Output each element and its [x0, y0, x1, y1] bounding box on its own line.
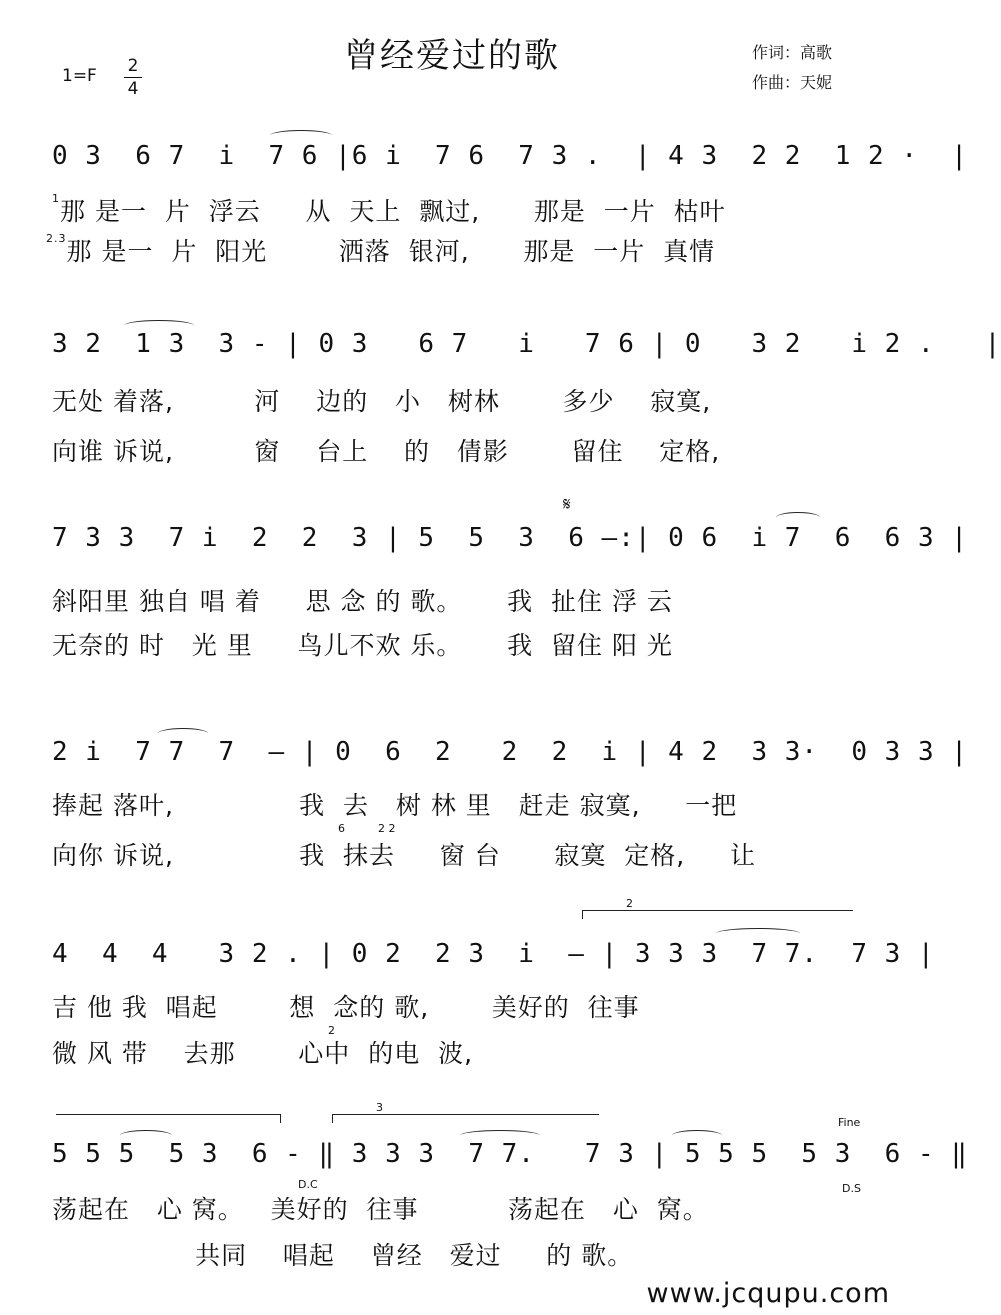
- lyric-row-1b: [46, 232, 876, 268]
- song-title: 曾经爱过的歌: [344, 36, 560, 76]
- lyric-text: 那 是一 片 浮云 从 天上 飘过, 那是 一片 枯叶: [60, 197, 726, 226]
- lyric-row-5a: 吉 他 我 唱起 想 念的 歌, 美好的 往事: [52, 993, 640, 1022]
- meter-bar: [124, 77, 142, 78]
- lyric-row-4b: 向你 诉说, 我 抹去 窗 台 寂寞 定格, 让: [52, 841, 756, 870]
- meter-top: 2: [127, 56, 139, 76]
- notation-row-2: 3 2 1 3 3 - | 0 3 6 7 i 7 6 | 0 3 2 i 2 . |: [52, 329, 1001, 359]
- time-signature: [124, 56, 142, 99]
- composer-credit: 作曲：天妮: [752, 73, 833, 92]
- lyric-row-5b: 微 风 带 去那 心中 的电 波,: [52, 1039, 474, 1068]
- ds-mark: D.S: [842, 1182, 861, 1195]
- grace-note-22: 2 2: [378, 822, 396, 835]
- lyric-row-6b: 共同 唱起 曾经 爱过 的 歌。: [52, 1241, 634, 1270]
- lyric-row-1a: [52, 192, 882, 228]
- verse-1-marker: 1: [52, 192, 60, 205]
- notation-row-3: 7 3 3 7 i 2 2 3 | 5 5 3 6 —:| 0 6 i 7 6 6 3 |: [52, 523, 968, 553]
- site-watermark: www.jcqupu.com: [646, 1278, 890, 1309]
- dc-mark: D.C: [298, 1178, 318, 1191]
- notation-row-4: 2 i 7 7 7 — | 0 6 2 2 2 i | 4 2 3 3· 0 3 3 |: [52, 737, 968, 767]
- fine-mark: Fine: [838, 1116, 861, 1129]
- lyric-row-2b: 向谁 诉说, 窗 台上 的 倩影 留住 定格,: [52, 437, 721, 466]
- key-signature: 1=F: [62, 66, 97, 86]
- verse-23-marker: 2.3: [46, 232, 67, 245]
- grace-note-2: 2: [328, 1024, 335, 1037]
- lyric-row-4a: 捧起 落叶, 我 去 树 林 里 赶走 寂寞, 一把: [52, 791, 738, 820]
- lyric-row-6a: 荡起在 心 窝。 美好的 往事 荡起在 心 窝。: [52, 1195, 709, 1224]
- grace-note-6: 6: [338, 822, 345, 835]
- volta-2-label: 2: [623, 897, 636, 910]
- notation-row-5: 4 4 4 3 2 . | 0 2 2 3 i — | 3 3 3 7 7. 7 3 |: [52, 939, 935, 969]
- notation-row-1: 0 3 6 7 i 7 6 |6 i 7 6 7 3 . | 4 3 2 2 1 2 · |: [52, 141, 968, 171]
- lyric-row-2a: 无处 着落, 河 边的 小 树林 多少 寂寞,: [52, 387, 712, 416]
- lyric-row-3b: 无奈的 时 光 里 鸟儿不欢 乐。 我 留住 阳 光: [52, 631, 673, 660]
- lyric-row-3a: 斜阳里 独自 唱 着 思 念 的 歌。 我 扯住 浮 云: [52, 587, 673, 616]
- volta-bracket-1-end: [56, 1114, 281, 1123]
- notation-row-6: 5 5 5 5 3 6 - ‖ 3 3 3 7 7. 7 3 | 5 5 5 5 3 6 - ‖: [52, 1139, 968, 1169]
- volta-bracket-2: [582, 897, 853, 919]
- volta-bracket-3: [332, 1101, 599, 1123]
- lyricist-credit: 作词：高歌: [752, 43, 833, 62]
- segno-sign: 𝄋: [563, 494, 571, 515]
- lyric-text: 那 是一 片 阳光 洒落 银河, 那是 一片 真情: [66, 237, 716, 266]
- meter-bottom: 4: [127, 79, 139, 99]
- volta-3-label: 3: [373, 1101, 386, 1114]
